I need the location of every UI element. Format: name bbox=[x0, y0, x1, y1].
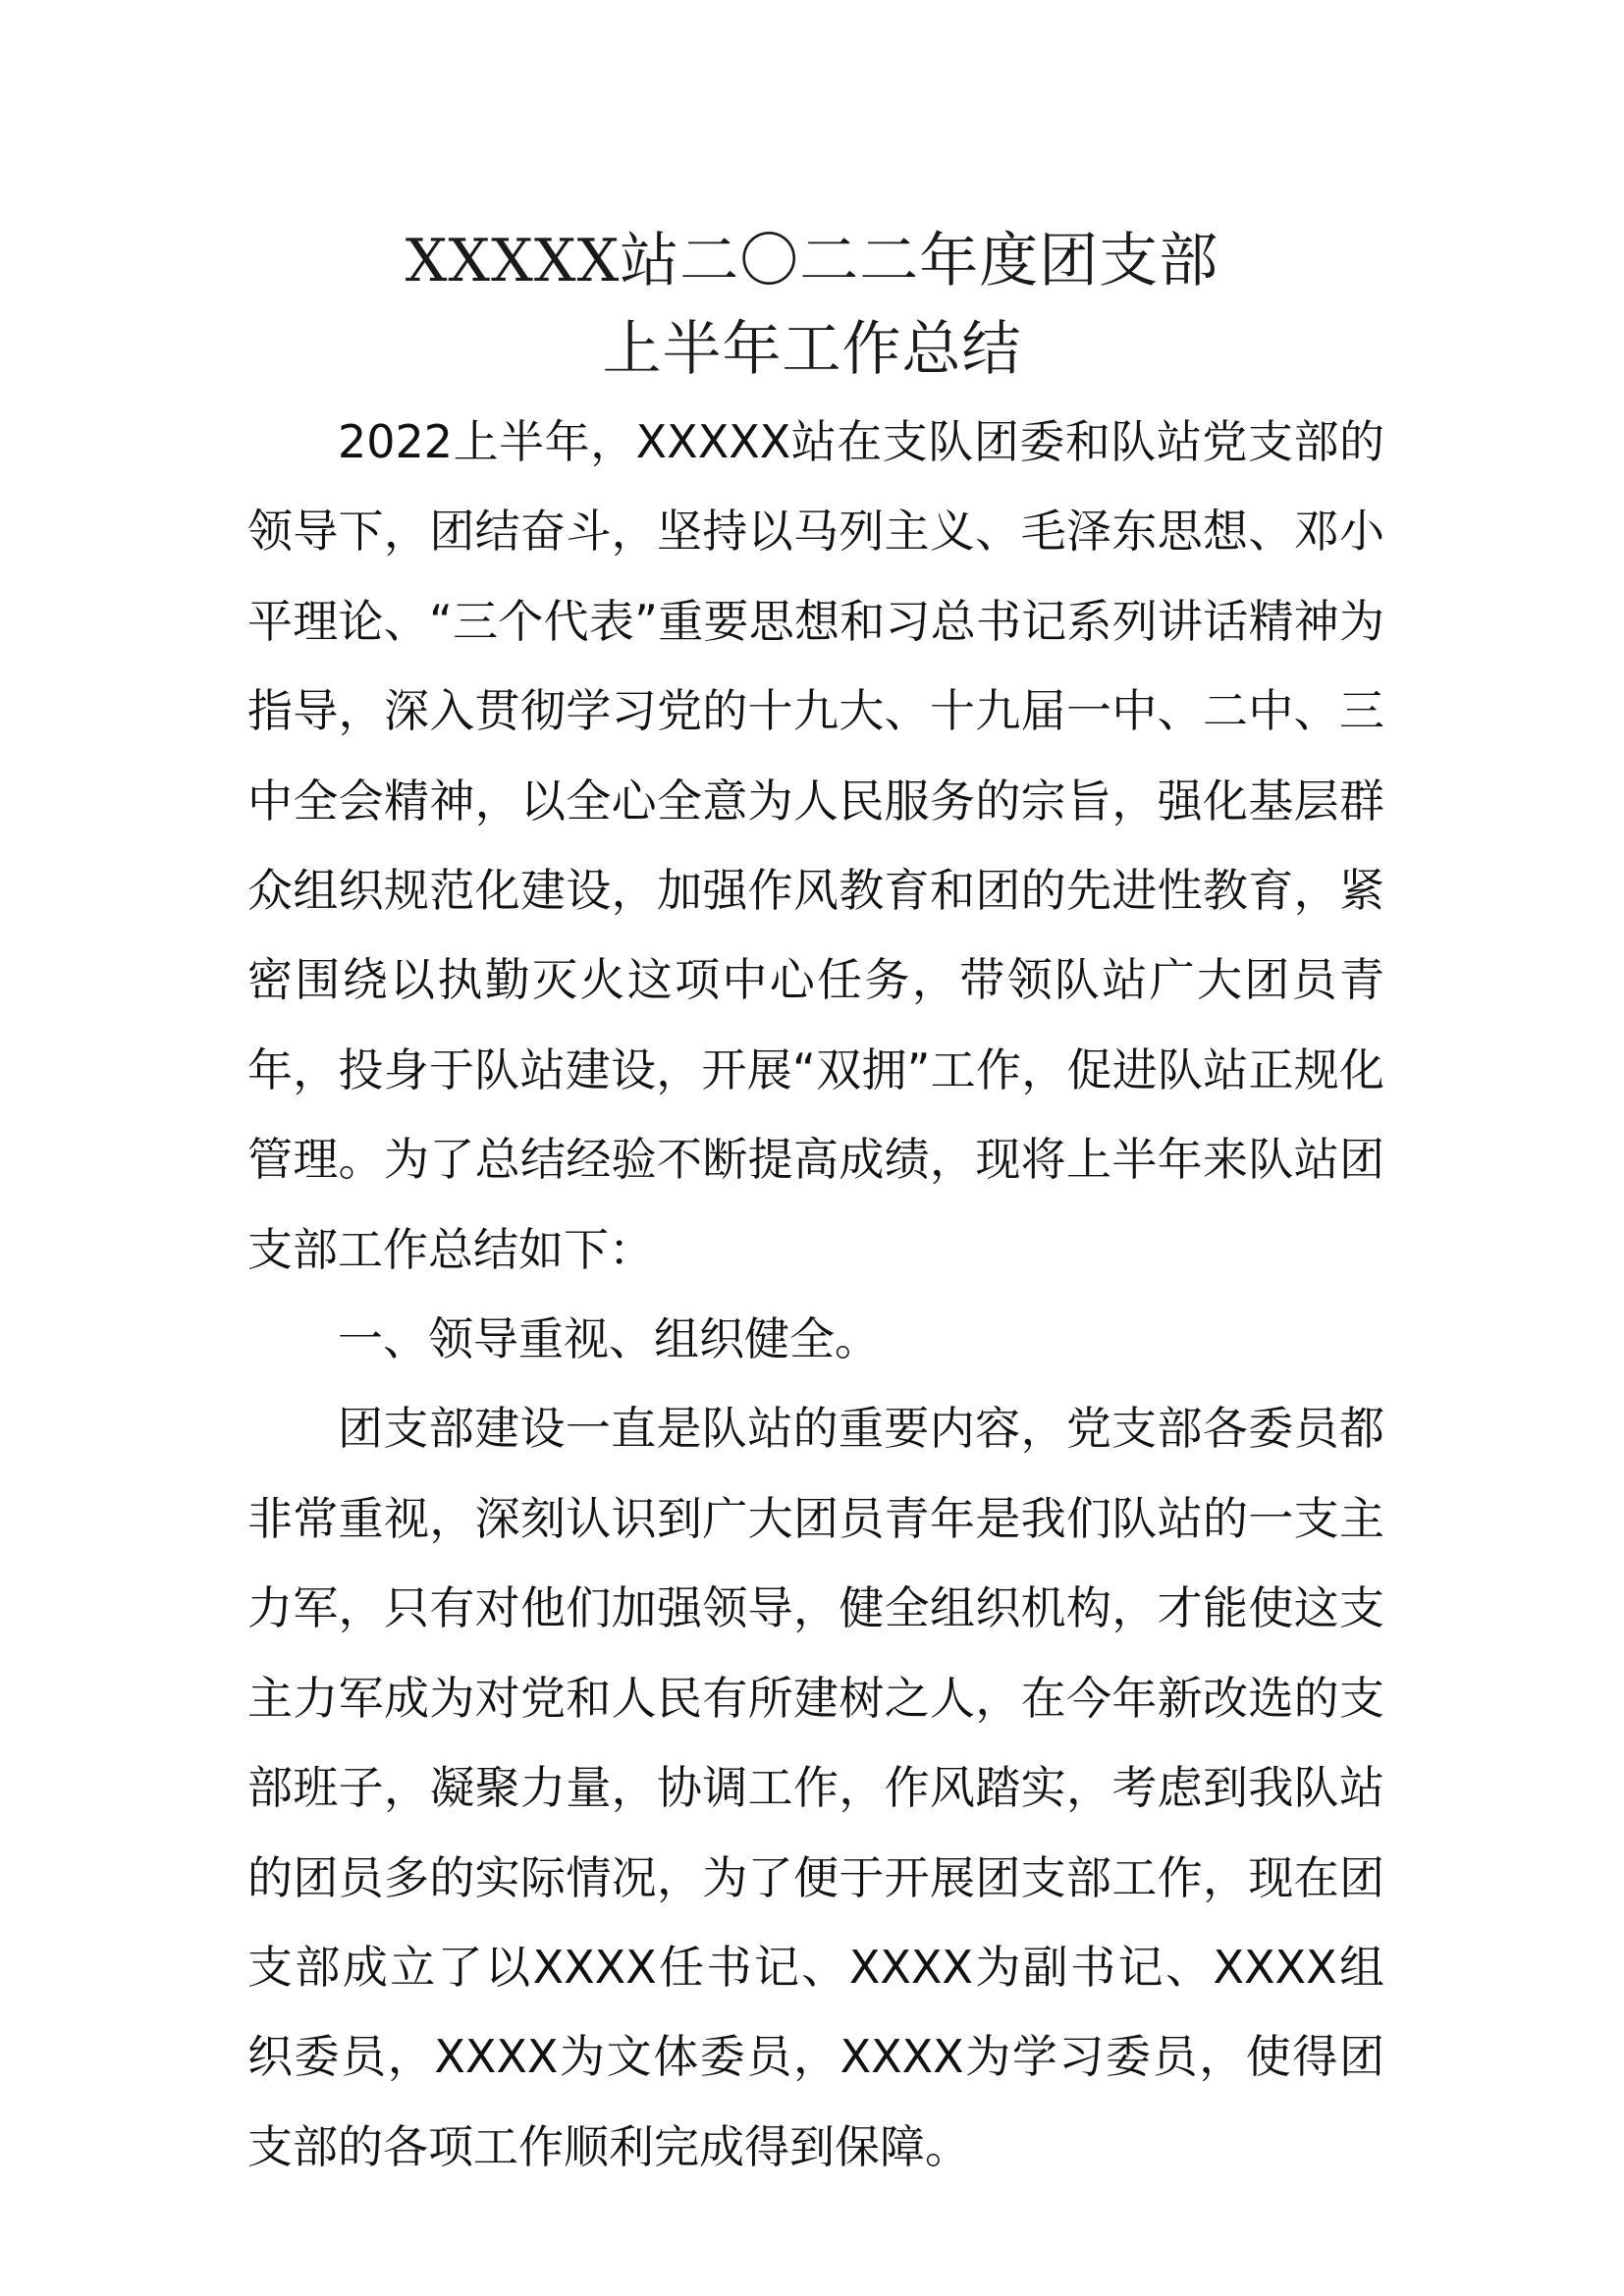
paragraph-intro: 2022上半年，XXXXX站在支队团委和队站党支部的领导下，团结奋斗，坚持以马列主义、毛泽东思想、邓小平理论、“三个代表”重要思想和习总书记系列讲话精神为指导，深入贯彻学习党的十九大、十九届一中、二中、三中全会精神，以全心全意为人民服务的宗旨，强化基层群众组织规范化建设，加强作风教育和团的先进性教育，紧密围绕以执勤灭火这项中心任务，带领队站广大团员青年，投身于队站建设，开展“双拥”工作，促进队站正规化管理。为了总结经验不断提高成绩，现将上半年来队站团支部工作总结如下： bbox=[247, 415, 1384, 1276]
section-heading-1: 一、领导重视、组织健全。 bbox=[338, 1312, 880, 1366]
document-title-line-1: XXXXX站二〇二二年度团支部 bbox=[405, 227, 1219, 295]
paragraph-section-1: 团支部建设一直是队站的重要内容，党支部各委员都非常重视，深刻认识到广大团员青年是我们队站的一支主力军，只有对他们加强领导，健全组织机构，才能使这支主力军成为对党和人民有所建树之人，在今年新改选的支部班子，凝聚力量，协调工作，作风踏实，考虑到我队站的团员多的实际情况，为了便于开展团支部工作，现在团支部成立了以XXXX任书记、XXXX为副书记、XXXX组织委员，XXXX为文体委员，XXXX为学习委员，使得团支部的各项工作顺利完成得到保障。 bbox=[247, 1402, 1384, 2173]
document-body bbox=[247, 398, 1384, 2192]
document-title-line-2: 上半年工作总结 bbox=[602, 315, 1022, 384]
